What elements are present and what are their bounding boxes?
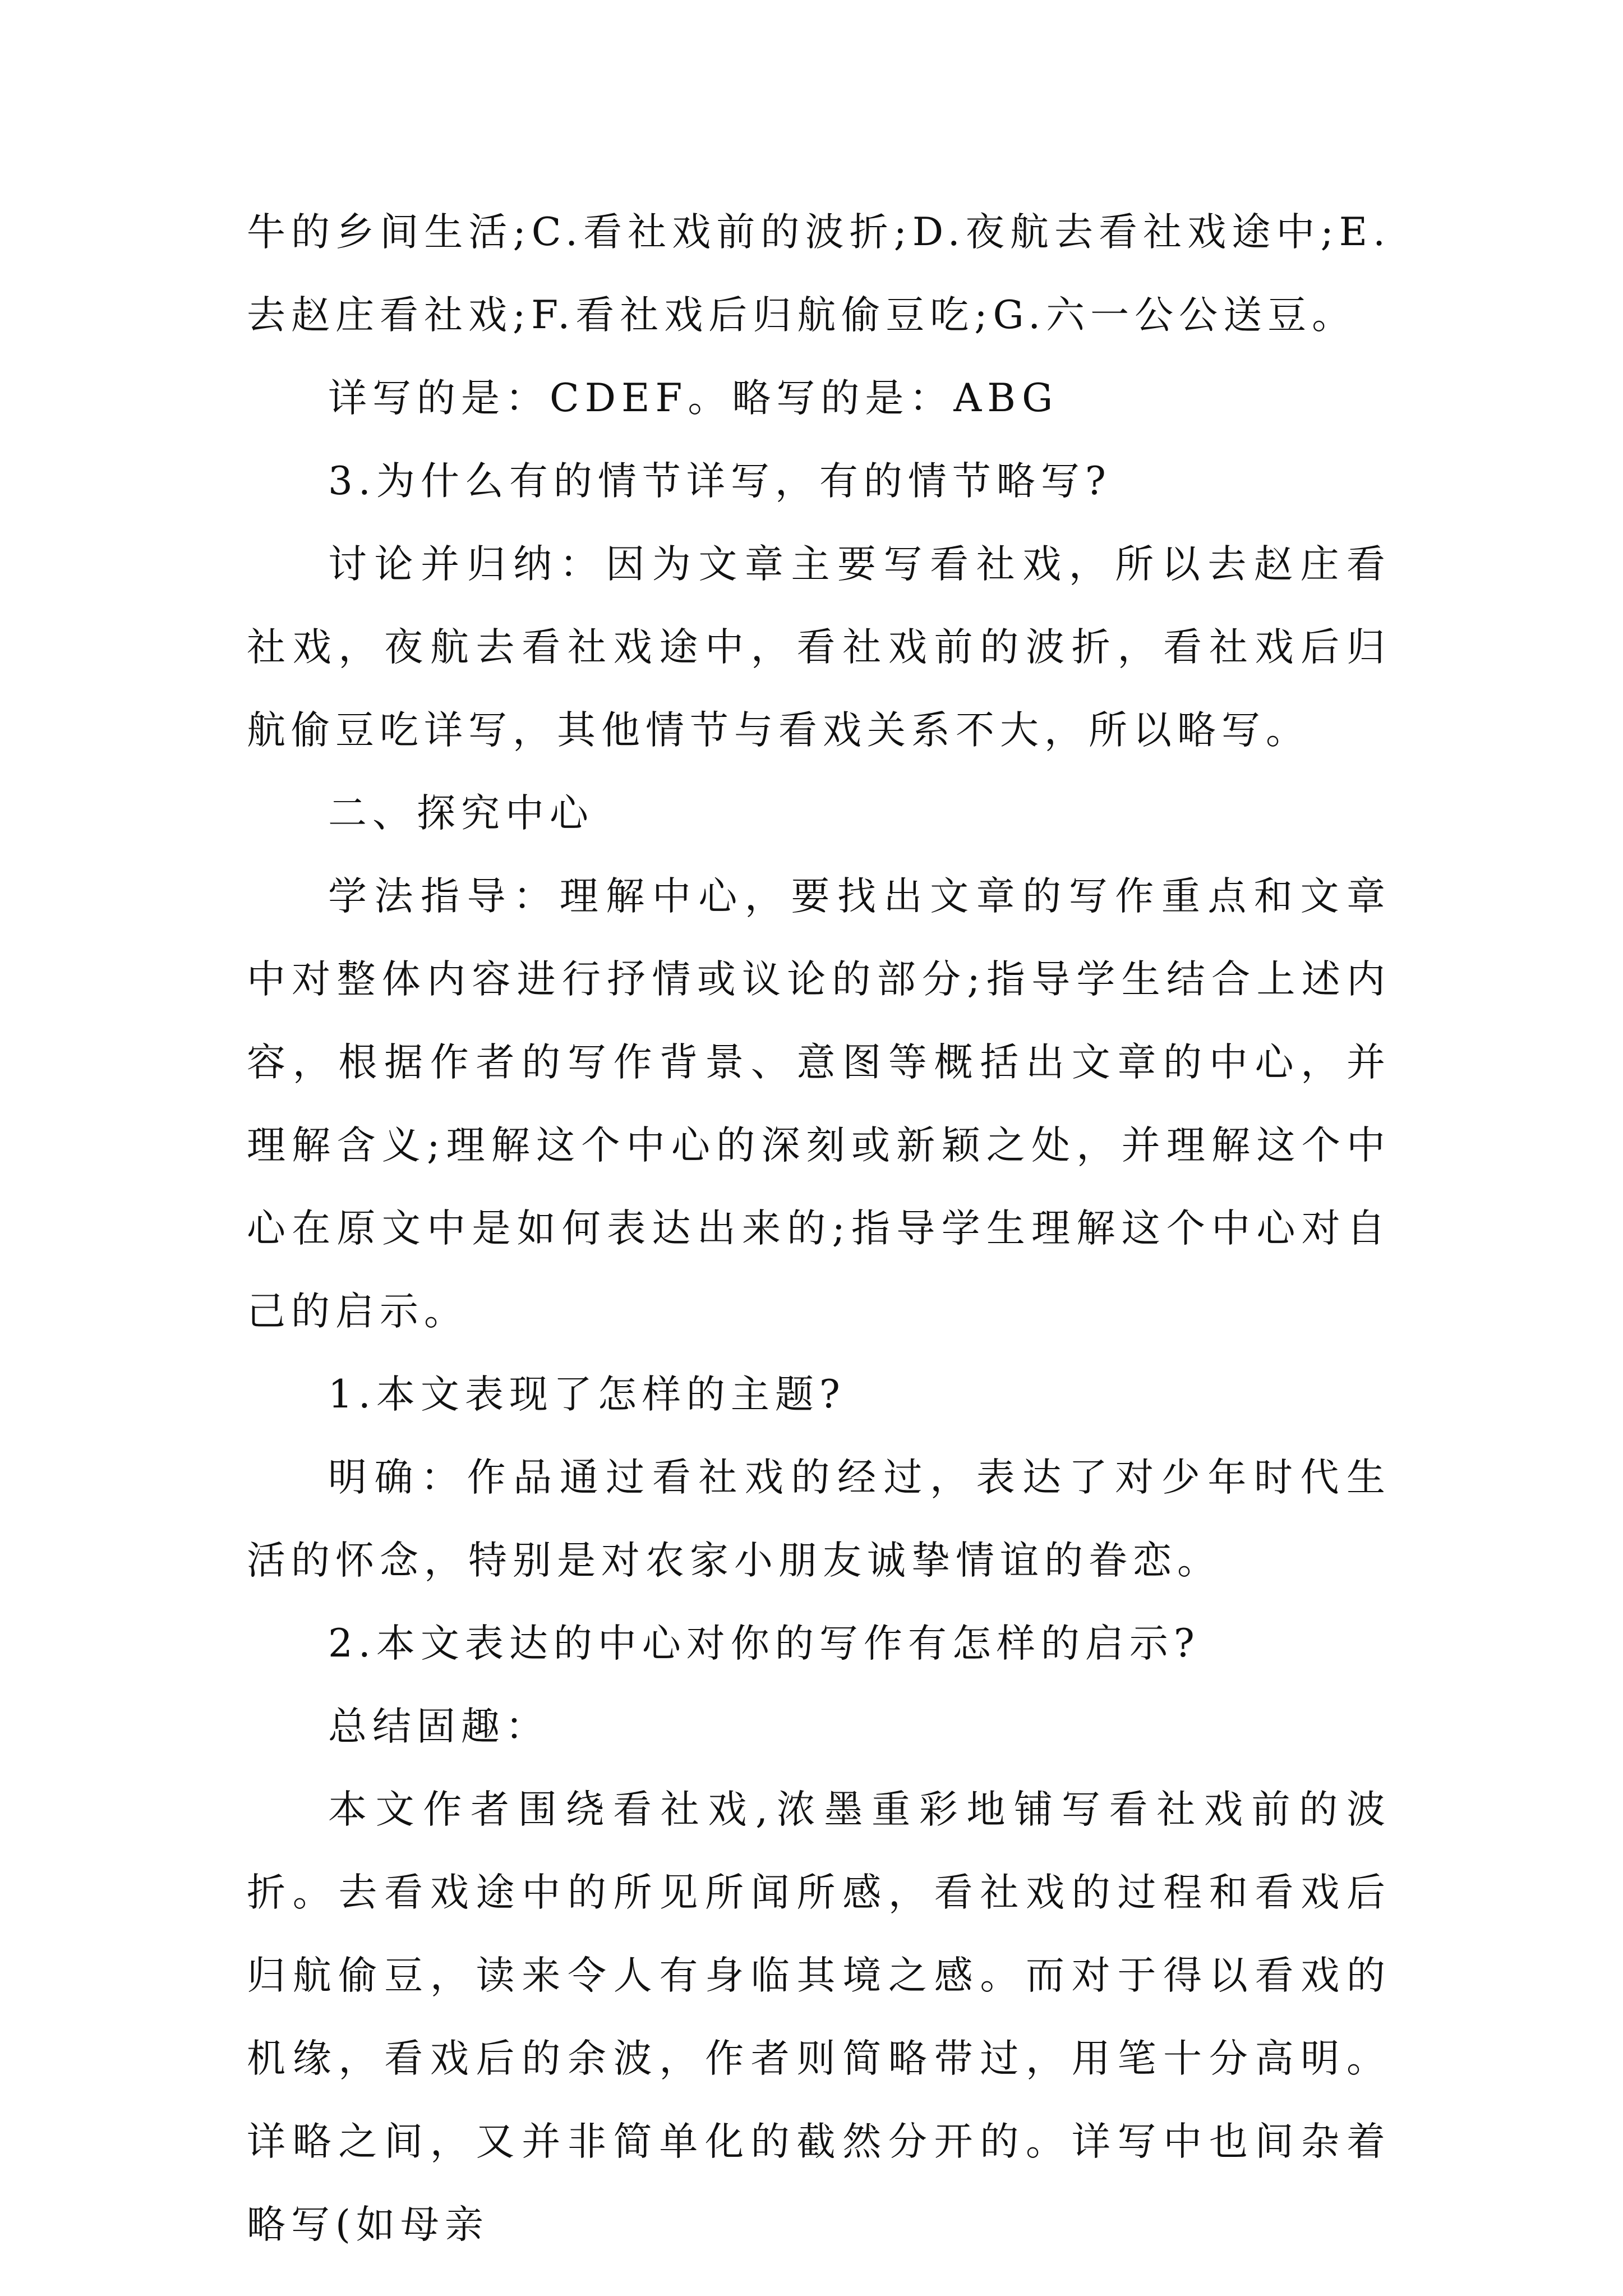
paragraph-1: 牛的乡间生活;C.看社戏前的波折;D.夜航去看社戏途中;E.去赵庄看社戏;F.看社戏后归航偷豆吃;G.六一公公送豆。 — [247, 210, 1391, 338]
paragraph-2: 详写的是：CDEF。略写的是：ABG — [328, 376, 1059, 421]
paragraph-3: 3.为什么有的情节详写，有的情节略写? — [328, 459, 1112, 504]
section-heading: 二、探究中心 — [328, 791, 594, 836]
answer-1: 明确：作品通过看社戏的经过，表达了对少年时代生活的怀念，特别是对农家小朋友诚挚情谊的眷恋。 — [247, 1455, 1391, 1583]
summary-heading: 总结固趣： — [328, 1704, 550, 1749]
paragraph-4: 讨论并归纳：因为文章主要写看社戏，所以去赵庄看社戏，夜航去看社戏途中，看社戏前的波折，看社戏后归航偷豆吃详写，其他情节与看戏关系不大，所以略写。 — [247, 542, 1391, 753]
body-text — [247, 191, 1391, 2266]
summary-paragraph: 本文作者围绕看社戏,浓墨重彩地铺写看社戏前的波折。去看戏途中的所见所闻所感，看社戏的过程和看戏后归航偷豆，读来令人有身临其境之感。而对于得以看戏的机缘，看戏后的余波，作者则简略带过，用笔十分高明。详略之间，又并非简单化的截然分开的。详写中也间杂着略写(如母亲 — [247, 1787, 1391, 2247]
paragraph-6: 学法指导：理解中心，要找出文章的写作重点和文章中对整体内容进行抒情或议论的部分;指导学生结合上述内容，根据作者的写作背景、意图等概括出文章的中心，并理解含义;理解这个中心的深刻或新颖之处，并理解这个中心在原文中是如何表达出来的;指导学生理解这个中心对自己的启示。 — [247, 874, 1391, 1334]
question-2: 2.本文表达的中心对你的写作有怎样的启示? — [328, 1621, 1200, 1666]
question-1: 1.本文表现了怎样的主题? — [328, 1372, 846, 1417]
